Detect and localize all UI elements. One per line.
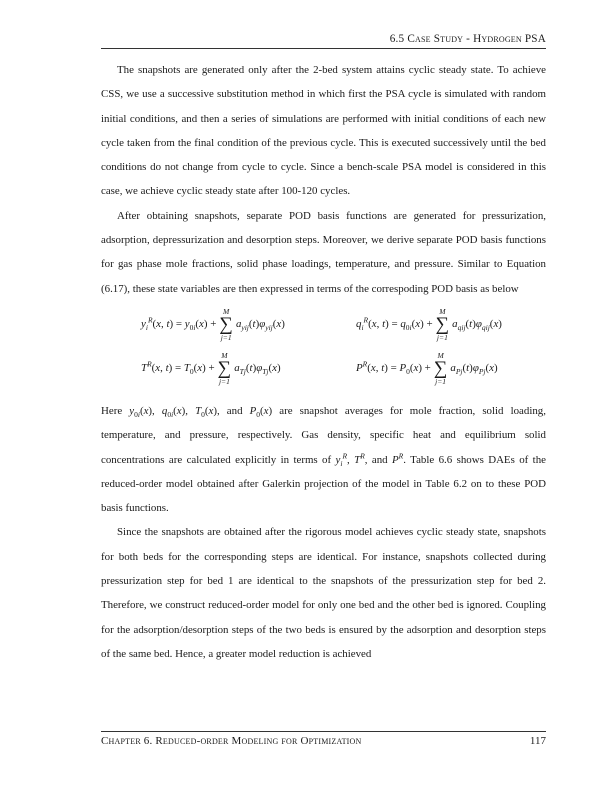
running-header: 6.5 Case Study - Hydrogen PSA xyxy=(389,33,546,45)
equation-block xyxy=(101,301,546,399)
equation-mole-fraction: $y_i^R(x$, $t) = y_{0i}(x)$ + M ∑ j=1 $a_{yij}(t)\varphi_{yij}(x)$ xyxy=(141,306,285,342)
chapter-title: Chapter 6. Reduced-order Modeling for Optimization xyxy=(101,735,362,747)
page-number: 117 xyxy=(529,735,546,747)
equation-temperature: $T^R(x$, $t) = T_0(x)$ + M ∑ j=1 $a_{Tj}(t)\varphi_{Tj}(x)$ xyxy=(141,350,281,386)
page-footer xyxy=(101,735,546,747)
paragraph-css: The snapshots are generated only after the 2-bed system attains cyclic steady state. To achieve CSS, we use a successive substitution method in which first the PSA cycle is simulated with random initial conditions, and then a series of simulations are performed with initial conditions of each new cycle taken from the final condition of the previous cycle. This is executed successively until the bed conditions do not change from cycle to cycle. Since a bench-scale PSA model is considered in this case, we achieve cyclic steady state after 100-120 cycles. xyxy=(101,64,546,198)
paragraph-pod-basis: After obtaining snapshots, separate POD basis functions are generated for pressurization, adsorption, depressurization and desorption steps. Moreover, we derive separate POD basis functions for gas phase mole fractions, solid phase loadings, temperature, and pressure. Similar to Equation (6.17), these state variables are then expressed in terms of the correspoding POD basis as below xyxy=(101,209,546,295)
header-rule xyxy=(101,48,546,49)
paragraph-bed-symmetry: Since the snapshots are obtained after the rigorous model achieves cyclic steady state, snapshots for both beds for the corresponding steps are identical. For instance, snapshots collected during pressurization step for bed 1 are identical to the snapshots of the pressurization step for bed 2. Therefore, we construct reduced-order model for only one bed and the other bed is ignored. Coupling for the adsorption/desorption steps of the two beds is ensured by the adsorption and desorption steps of the same bed. Hence, a greater model reduction is achieved xyxy=(101,526,546,660)
footer-rule xyxy=(101,731,546,732)
equation-pressure: $P^R(x$, $t) = P_0(x)$ + M ∑ j=1 $a_{Pj}(t)\varphi_{Pj}(x)$ xyxy=(356,350,498,386)
equation-solid-loading: $q_i^R(x$, $t) = q_{0i}(x)$ + M ∑ j=1 $a_{qij}(t)\varphi_{qij}(x)$ xyxy=(356,306,502,342)
paragraph-snapshot-averages: Here $y_{0i}(x)$, $q_{0i}(x)$, $T_0(x)$, and $P_0(x)$ are snapshot averages for mole fraction, solid loading, temperature, and pressure, respectively. Gas density, specific heat and equilibrium solid concentrations are calculated explicitly in terms of $y_i^R$, $T^R$, and $P^R$. Table 6.6 shows DAEs of the reduced-order model obtained after Galerkin projection of the model in Table 6.2 on to these POD basis functions. xyxy=(101,404,546,515)
body-text xyxy=(101,58,546,666)
